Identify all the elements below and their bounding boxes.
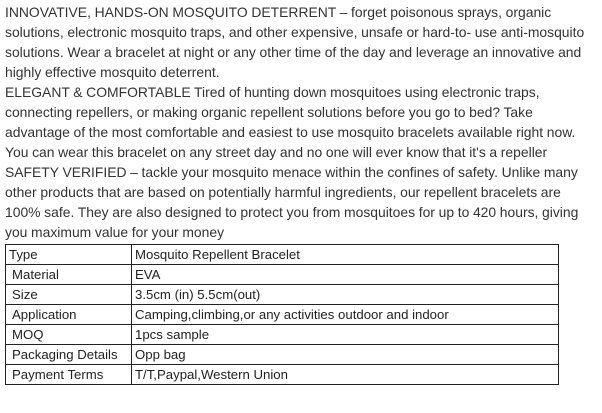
spec-key: Packaging Details <box>6 345 132 365</box>
spec-value: Camping,climbing,or any activities outdoor and indoor <box>132 305 559 325</box>
spec-value: T/T,Paypal,Western Union <box>132 365 559 385</box>
spec-table <box>5 244 559 385</box>
paragraph-deterrent: INNOVATIVE, HANDS-ON MOSQUITO DETERRENT – forget poisonous sprays, organic solutions, electronic mosquito traps, and other expensive, unsafe or hard-to- use anti-mosquito solutions. Wear a bracelet at night or any other time of the day and leverage an innovative and highly effective mosquito deterrent. <box>5 4 585 80</box>
spec-value: 3.5cm (in) 5.5cm(out) <box>132 285 559 305</box>
table-row <box>6 325 559 345</box>
spec-key: Material <box>6 265 132 285</box>
paragraph-safety: SAFETY VERIFIED – tackle your mosquito menace within the confines of safety. Unlike many other products that are based on potentially harmful ingredients, our repellent bracelets are 100% safe. They are also designed to protect you from mosquitoes for up to 420 hours, giving you maximum value for your money <box>5 164 579 240</box>
spec-value: EVA <box>132 265 559 285</box>
table-row <box>6 305 559 325</box>
spec-key: Payment Terms <box>6 365 132 385</box>
spec-key: Size <box>6 285 132 305</box>
table-row <box>6 285 559 305</box>
spec-key: MOQ <box>6 325 132 345</box>
table-row <box>6 345 559 365</box>
spec-key: Application <box>6 305 132 325</box>
spec-value: Opp bag <box>132 345 559 365</box>
spec-value: Mosquito Repellent Bracelet <box>132 245 559 265</box>
spec-key: Type <box>6 245 132 265</box>
spec-value: 1pcs sample <box>132 325 559 345</box>
paragraph-comfortable: ELEGANT & COMFORTABLE Tired of hunting down mosquitoes using electronic traps, connecting repellers, or making organic repellent solutions before you go to bed? Take advantage of the most comfortable and easiest to use mosquito bracelets available right now. You can wear this bracelet on any street day and no one will ever know that it's a repeller <box>5 84 576 160</box>
table-row <box>6 245 559 265</box>
table-row <box>6 365 559 385</box>
table-row <box>6 265 559 285</box>
